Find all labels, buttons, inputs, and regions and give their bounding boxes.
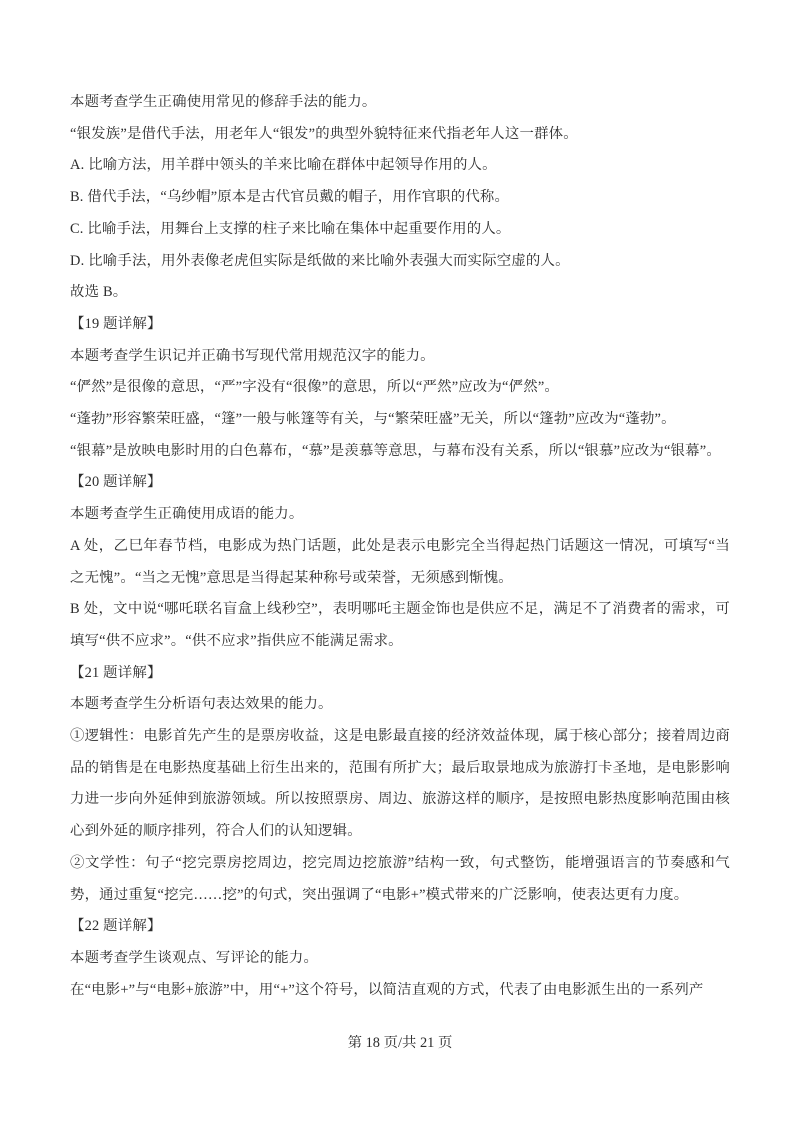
- heading-q19: 【19 题详解】: [70, 315, 162, 332]
- paragraph-q19-point1: “俨然”是很像的意思，“严”字没有“很像”的意思，所以“严然”应改为“俨然”。: [70, 379, 560, 396]
- paragraph-option-d: D. 比喻手法，用外表像老虎但实际是纸做的来比喻外表强大而实际空虚的人。: [70, 252, 570, 269]
- paragraph-silver-hair-analysis: “银发族”是借代手法，用老年人“银发”的典型外貌特征来代指老年人这一群体。: [70, 125, 578, 142]
- paragraph-q21-literary: ②文学性：句子“挖完票房挖周边，挖完周边挖旅游”结构一致，句式整饬，能增强语言的节奏感和气势，通过重复“挖完……挖”的句式，突出强调了“电影+”模式带来的广泛影响，使表达更有力度。: [70, 854, 730, 903]
- paragraph-q21-logic: ①逻辑性：电影首先产生的是票房收益，这是电影最直接的经济效益体现，属于核心部分；接着周边商品的销售是在电影热度基础上衍生出来的，范围有所扩大；最后取景地成为旅游打卡圣地，是电影影响力进一步向外延伸到旅游领域。所以按照票房、周边、旅游这样的顺序，是按照电影热度影响范围由核心到外延的顺序排列，符合人们的认知逻辑。: [70, 728, 730, 840]
- paragraph-option-b: B. 借代手法，“乌纱帽”原本是古代官员戴的帽子，用作官职的代称。: [70, 189, 510, 206]
- paragraph-q20-blank-a: A 处，乙巳年春节档，电影成为热门话题，此处是表示电影完全当得起热门话题这一情况，可填写“当之无愧”。“当之无愧”意思是当得起某种称号或荣誉，无须感到惭愧。: [70, 537, 730, 586]
- paragraph-answer-choice: 故选 B。: [70, 284, 128, 301]
- paragraph-q22-intro: 本题考查学生谈观点、写评论的能力。: [70, 949, 319, 966]
- heading-q20: 【20 题详解】: [70, 474, 162, 491]
- paragraph-option-a: A. 比喻方法，用羊群中领头的羊来比喻在群体中起领导作用的人。: [70, 157, 497, 174]
- paragraph-q20-intro: 本题考查学生正确使用成语的能力。: [70, 506, 304, 523]
- paragraph-q19-point3: “银幕”是放映电影时用的白色幕布，“慕”是羡慕等意思，与幕布没有关系，所以“银慕”应改为“银幕”。: [70, 442, 721, 459]
- paragraph-q19-point2: “蓬勃”形容繁荣旺盛，“篷”一般与帐篷等有关，与“繁荣旺盛”无关，所以“篷勃”应改为“蓬勃”。: [70, 411, 676, 428]
- paragraph-q21-intro: 本题考查学生分析语句表达效果的能力。: [70, 696, 333, 713]
- paragraph-option-c: C. 比喻手法，用舞台上支撑的柱子来比喻在集体中起重要作用的人。: [70, 220, 511, 237]
- paragraph-rhetoric-intro: 本题考查学生正确使用常见的修辞手法的能力。: [70, 94, 377, 110]
- paragraph-q19-intro: 本题考查学生识记并正确书写现代常用规范汉字的能力。: [70, 347, 435, 364]
- heading-q22: 【22 题详解】: [70, 918, 162, 935]
- heading-q21: 【21 题详解】: [70, 664, 162, 681]
- paragraph-q20-blank-b: B 处，文中说“哪吒联名盲盒上线秒空”，表明哪吒主题金饰也是供应不足，满足不了消费者的需求，可填写“供不应求”。“供不应求”指供应不能满足需求。: [70, 601, 730, 649]
- document-body: [70, 87, 730, 1006]
- paragraph-q22-body: 在“电影+”与“电影+旅游”中，用“+”这个符号，以简洁直观的方式，代表了由电影派生出的一系列产: [70, 981, 704, 998]
- page-number-footer: 第 18 页/共 21 页: [347, 1035, 453, 1051]
